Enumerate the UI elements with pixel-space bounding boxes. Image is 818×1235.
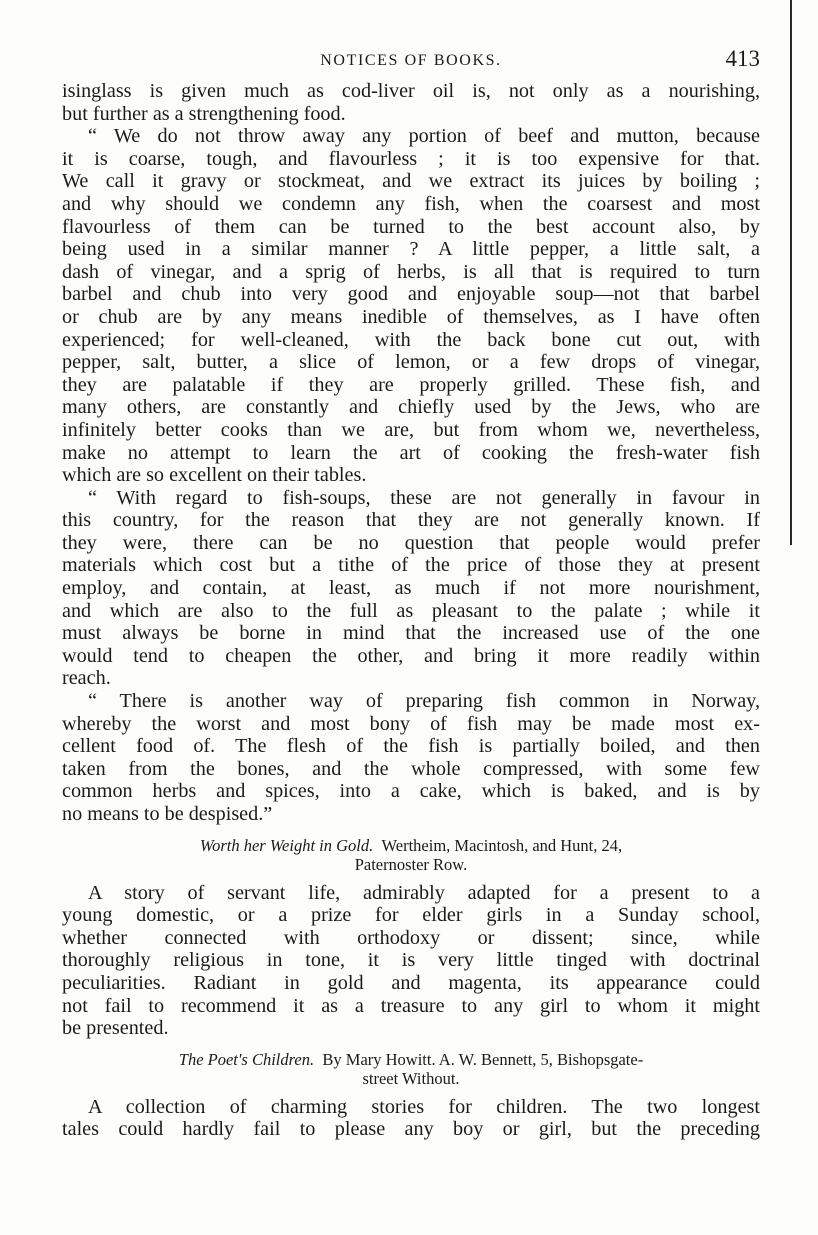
text-line: taken from the bones, and the whole compressed, with some few (62, 757, 760, 780)
review-heading-2 (62, 1050, 760, 1088)
publisher-info: By Mary Howitt. A. W. Bennett, 5, Bishopsgate- (322, 1049, 644, 1069)
text-line: common herbs and spices, into a cake, which is baked, and is by (62, 780, 760, 803)
text-line: reach. (62, 667, 111, 690)
text-line: experienced; for well-cleaned, with the back bone cut out, with (62, 328, 760, 351)
text-line: peculiarities. Radiant in gold and magenta, its appearance could (62, 971, 760, 994)
quote-paragraph-2 (62, 487, 760, 690)
text-line: or chub are by any means inedible of themselves, as I have often (62, 305, 760, 328)
running-head: NOTICES OF BOOKS. (320, 52, 502, 69)
text-line: would tend to cheapen the other, and bring it more readily within (62, 644, 760, 667)
text-line: A collection of charming stories for children. The two longest (88, 1095, 760, 1118)
text-line: tales could hardly fail to please any boy or girl, but the preceding (62, 1118, 760, 1141)
text-line: “ We do not throw away any portion of beef and mutton, because (88, 125, 760, 148)
text-line: We call it gravy or stockmeat, and we extract its juices by boiling ; (62, 170, 760, 193)
text-line: thoroughly religious in tone, it is very little tinged with doctrinal (62, 949, 760, 972)
publisher-info: Wertheim, Macintosh, and Hunt, 24, (381, 835, 623, 855)
text-line: and why should we condemn any fish, when the coarsest and most (62, 192, 760, 215)
text-line: which are so excellent on their tables. (62, 464, 367, 487)
text-line: it is coarse, tough, and flavourless ; it is too expensive for that. (62, 147, 760, 170)
text-line: must always be borne in mind that the increased use of the one (62, 622, 760, 645)
quote-paragraph-1 (62, 125, 760, 487)
review-text-2 (62, 1096, 760, 1141)
text-line: and which are also to the full as pleasant to the palate ; while it (62, 599, 760, 622)
text-line: be presented. (62, 1017, 169, 1040)
text-line: whether connected with orthodoxy or dissent; since, while (62, 926, 760, 949)
text-line: “ There is another way of preparing fish common in Norway, (88, 690, 760, 713)
text-line: being used in a similar manner ? A little pepper, a little salt, a (62, 238, 760, 261)
text-line: barbel and chub into very good and enjoyable soup—not that barbel (62, 283, 760, 306)
text-line: materials which cost but a tithe of the price of those they at present (62, 554, 760, 577)
text-line: A story of servant life, admirably adapted for a present to a (88, 881, 760, 904)
text-line: many others, are constantly and chiefly used by the Jews, who are (62, 396, 760, 419)
text-line: employ, and contain, at least, as much if not more nourishment, (62, 577, 760, 600)
text-line: make no attempt to learn the art of cooking the fresh-water fish (62, 441, 760, 464)
book-title: The Poet's Children. (178, 1049, 315, 1069)
page (62, 44, 760, 1141)
page-header (62, 44, 760, 80)
text-line: infinitely better cooks than we are, but from whom we, nevertheless, (62, 418, 760, 441)
text-line: no means to be despised.” (62, 803, 273, 825)
review-heading-1 (62, 836, 760, 874)
text-line: cellent food of. The flesh of the fish is partially boiled, and then (62, 735, 760, 758)
text-line: flavourless of them can be turned to the best account also, by (62, 215, 760, 238)
text-line: dash of vinegar, and a sprig of herbs, is all that is required to turn (62, 260, 760, 283)
page-number: 413 (725, 46, 760, 71)
text-line: but further as a strengthening food. (62, 102, 346, 125)
text-line: they are palatable if they are properly grilled. These fish, and (62, 373, 760, 396)
text-line: isinglass is given much as cod-liver oil is, not only as a nourishing, (62, 80, 760, 102)
quote-paragraph-3 (62, 690, 760, 826)
publisher-address: street Without. (362, 1068, 460, 1088)
text-line: young domestic, or a prize for elder girls in a Sunday school, (62, 904, 760, 927)
continuation-paragraph (62, 80, 760, 125)
publisher-address: Paternoster Row. (354, 854, 468, 874)
text-line: they were, there can be no question that people would prefer (62, 531, 760, 554)
text-line: this country, for the reason that they are not generally known. If (62, 509, 760, 532)
text-line: pepper, salt, butter, a slice of lemon, or a few drops of vinegar, (62, 351, 760, 374)
text-line: whereby the worst and most bony of fish may be made most ex- (62, 712, 760, 735)
text-line: not fail to recommend it as a treasure to any girl to whom it might (62, 994, 760, 1017)
text-line: “ With regard to fish-soups, these are not generally in favour in (88, 486, 760, 509)
book-title: Worth her Weight in Gold. (199, 835, 374, 855)
review-text-1 (62, 882, 760, 1040)
margin-rule (790, 0, 792, 545)
